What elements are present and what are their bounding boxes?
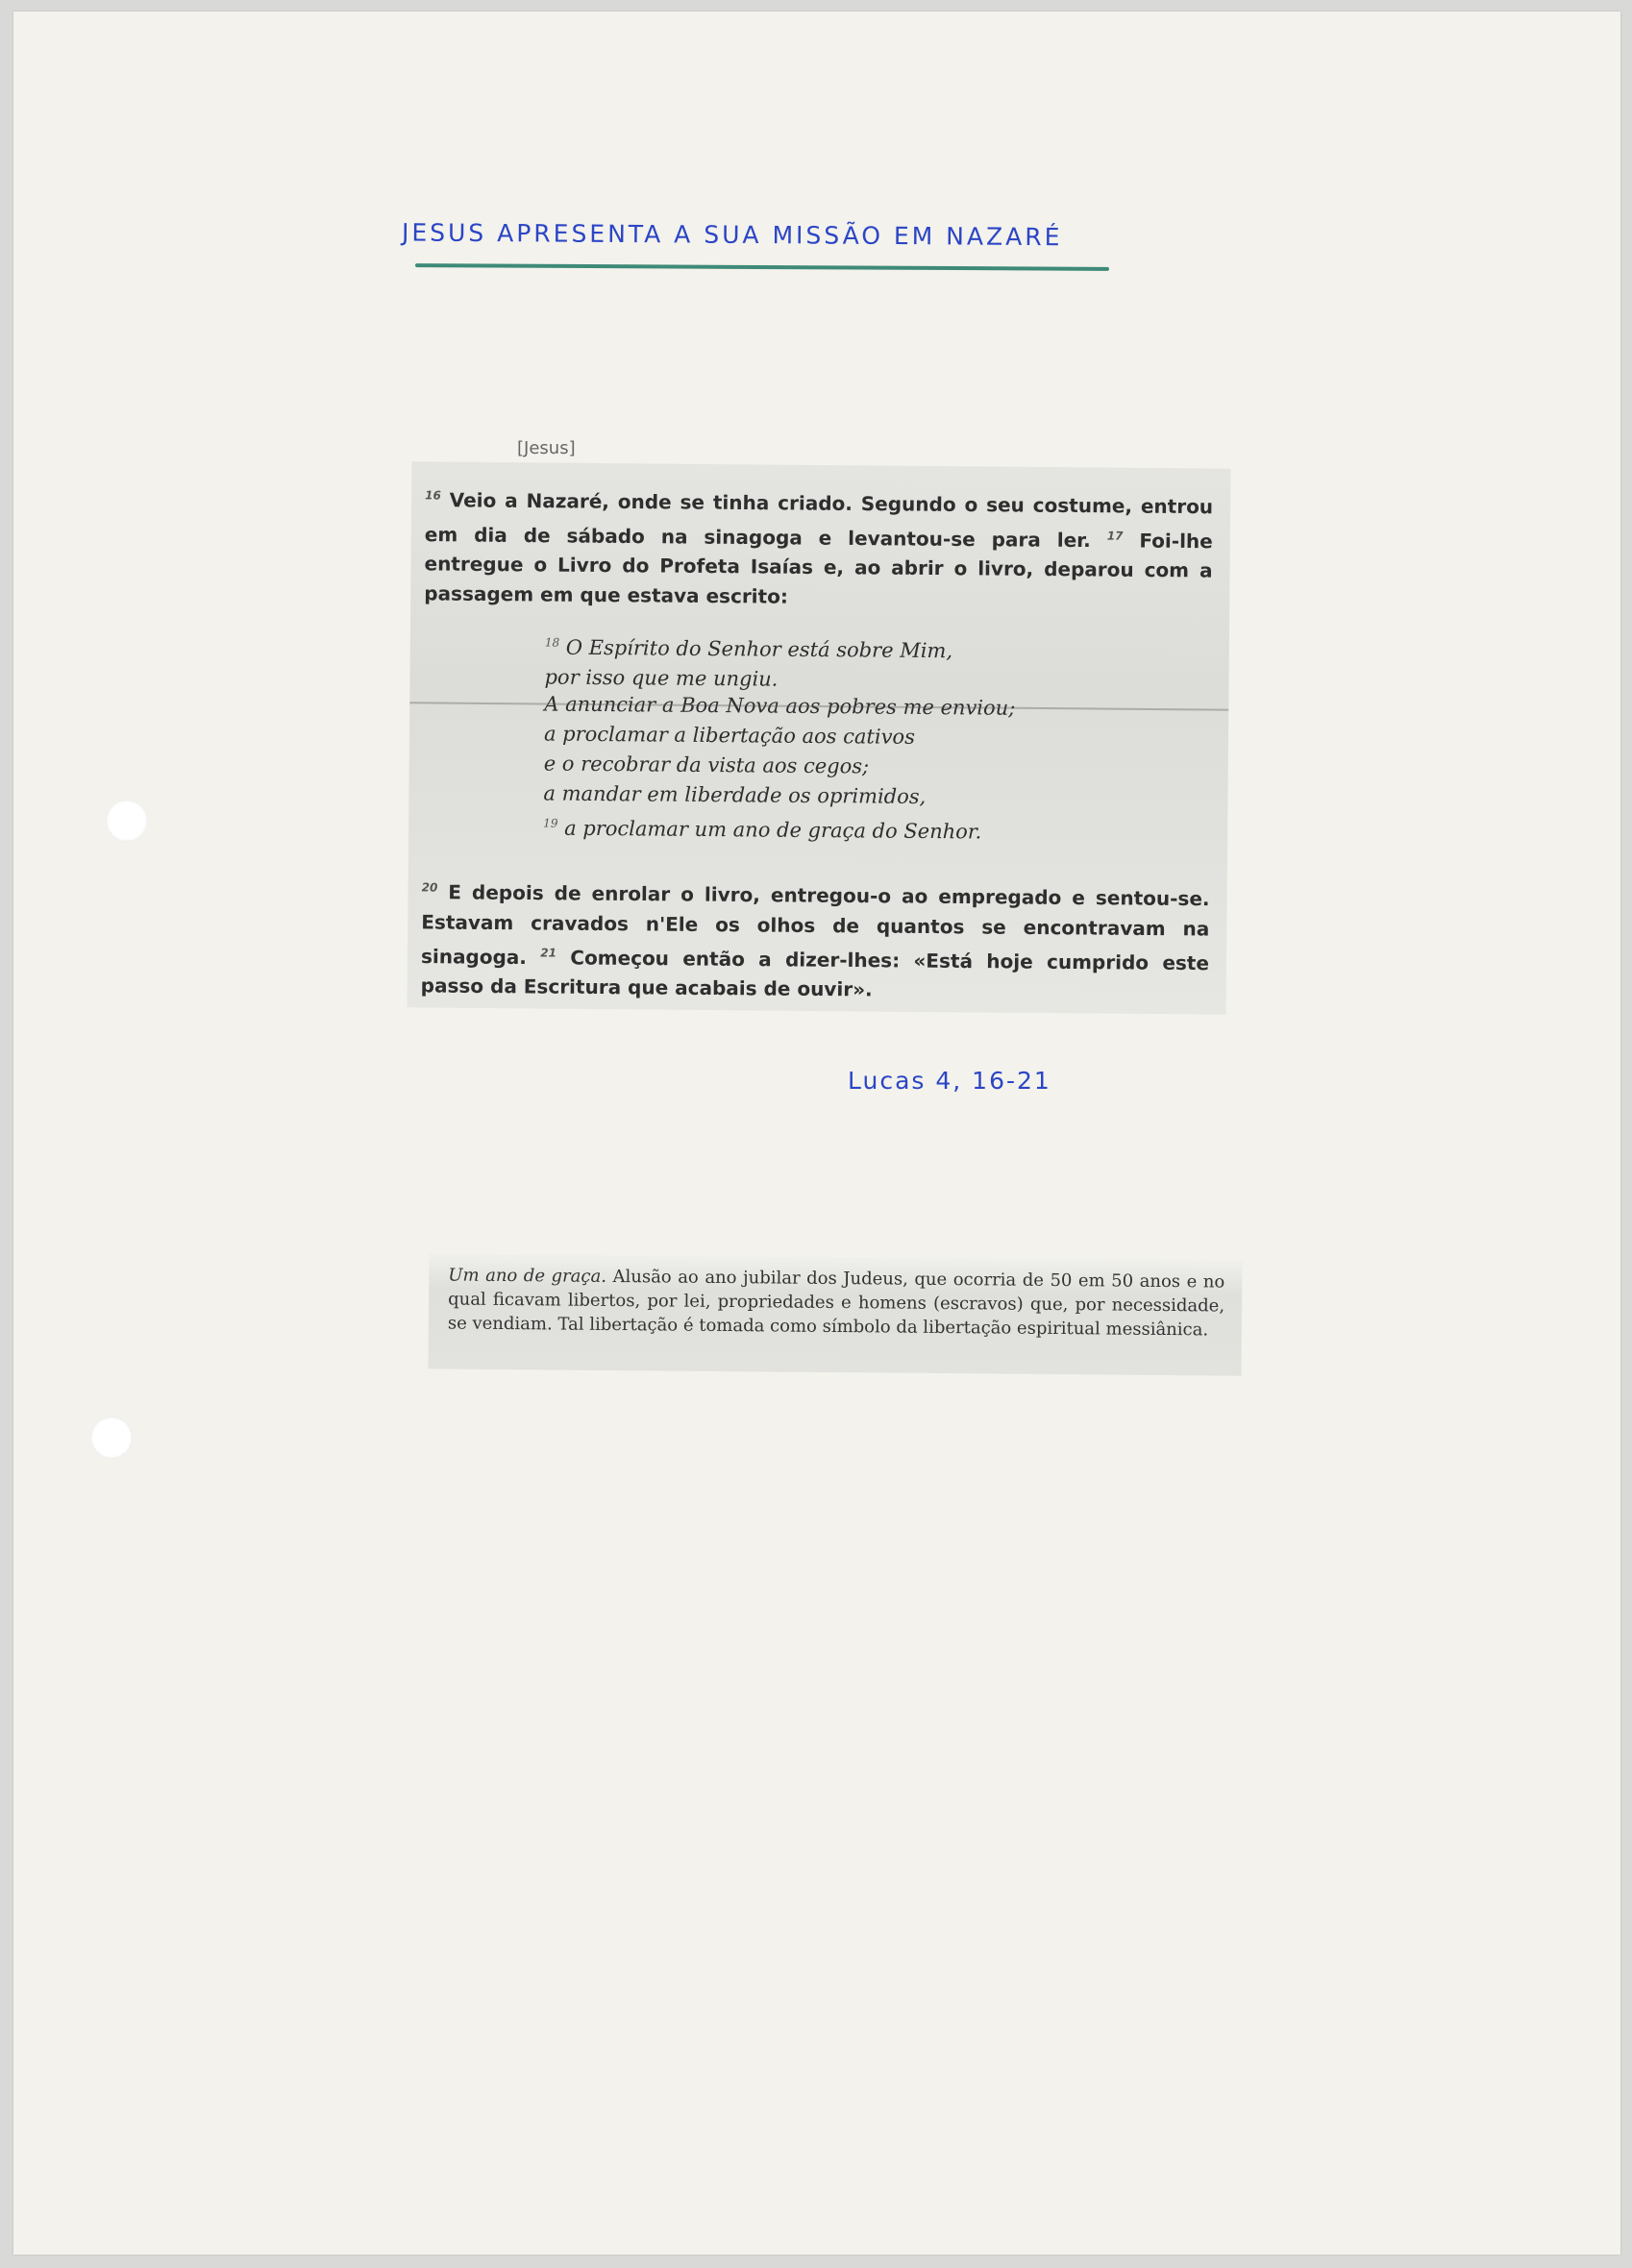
passage-text: Foi-lhe entregue o Livro do Profeta Isaías e, ao abrir o livro, deparou com a passagem em que estava escrito:: [424, 529, 1213, 609]
footnote-clipping: [428, 1253, 1242, 1375]
quote-line: $^{18}$ O Espírito do Senhor está sobre Mim,: [544, 635, 953, 663]
passage-text: Começou então a dizer-lhes: «Está hoje cumprido este passo da Escritura que acabais de ouvir».: [420, 946, 1210, 1001]
title-underline: [415, 263, 1109, 271]
verse-number: 19: [543, 816, 558, 830]
document-page: [13, 12, 1620, 2255]
footnote-text: [448, 1263, 1225, 1342]
verse-number: 20: [421, 880, 438, 895]
verse-number: 16: [425, 488, 441, 503]
footnote-body: Alusão ao ano jubilar dos Judeus, que ocorria de 50 em 50 anos e no qual ficavam libertos, por lei, propriedades e homens (escravos) que, por necessidade, se vendiam. Tal libertação é tomada como símbolo da libertação espiritual messiânica.: [447, 1266, 1225, 1341]
passage-paragraph-2: [421, 873, 1210, 1007]
quote-line: por isso que me ungiu.: [544, 665, 779, 691]
verse-number: 17: [1106, 529, 1124, 543]
isaiah-quote-part-1: [544, 629, 1179, 699]
handwritten-reference: Lucas 4, 16-21: [848, 1067, 1051, 1095]
quote-line: a proclamar a libertação aos cativos: [543, 722, 916, 749]
passage-text: Veio a Nazaré, onde se tinha criado. Segundo o seu costume, entrou em dia de sábado na sinagoga e levantou-se para ler.: [424, 488, 1214, 552]
quote-line: $^{19}$ a proclamar um ano de graça do Senhor.: [543, 816, 982, 844]
margin-note: [Jesus]: [517, 438, 576, 458]
quote-line: a mandar em liberdade os oprimidos,: [543, 781, 927, 808]
quote-line: A anunciar a Boa Nova aos pobres me enviou;: [544, 692, 1016, 720]
punch-hole-top: [106, 800, 148, 842]
footnote-lead: Um ano de graça.: [448, 1265, 607, 1287]
quote-line: e o recobrar da vista aos cegos;: [543, 752, 870, 778]
isaiah-quote-part-2: [543, 690, 1178, 850]
passage-paragraph-1: [424, 481, 1213, 615]
punch-hole-bottom: [90, 1417, 133, 1459]
passage-text: E depois de enrolar o livro, entregou-o ao empregado e sentou-se. Estavam cravados n'Ele os olhos de quantos se encontravam na sinagoga.: [420, 880, 1210, 969]
handwritten-title: JESUS APRESENTA A SUA MISSÃO EM NAZARÉ: [401, 218, 1063, 252]
verse-number: 21: [540, 946, 557, 960]
verse-number: 18: [544, 635, 560, 650]
scripture-clipping: [408, 461, 1231, 1014]
